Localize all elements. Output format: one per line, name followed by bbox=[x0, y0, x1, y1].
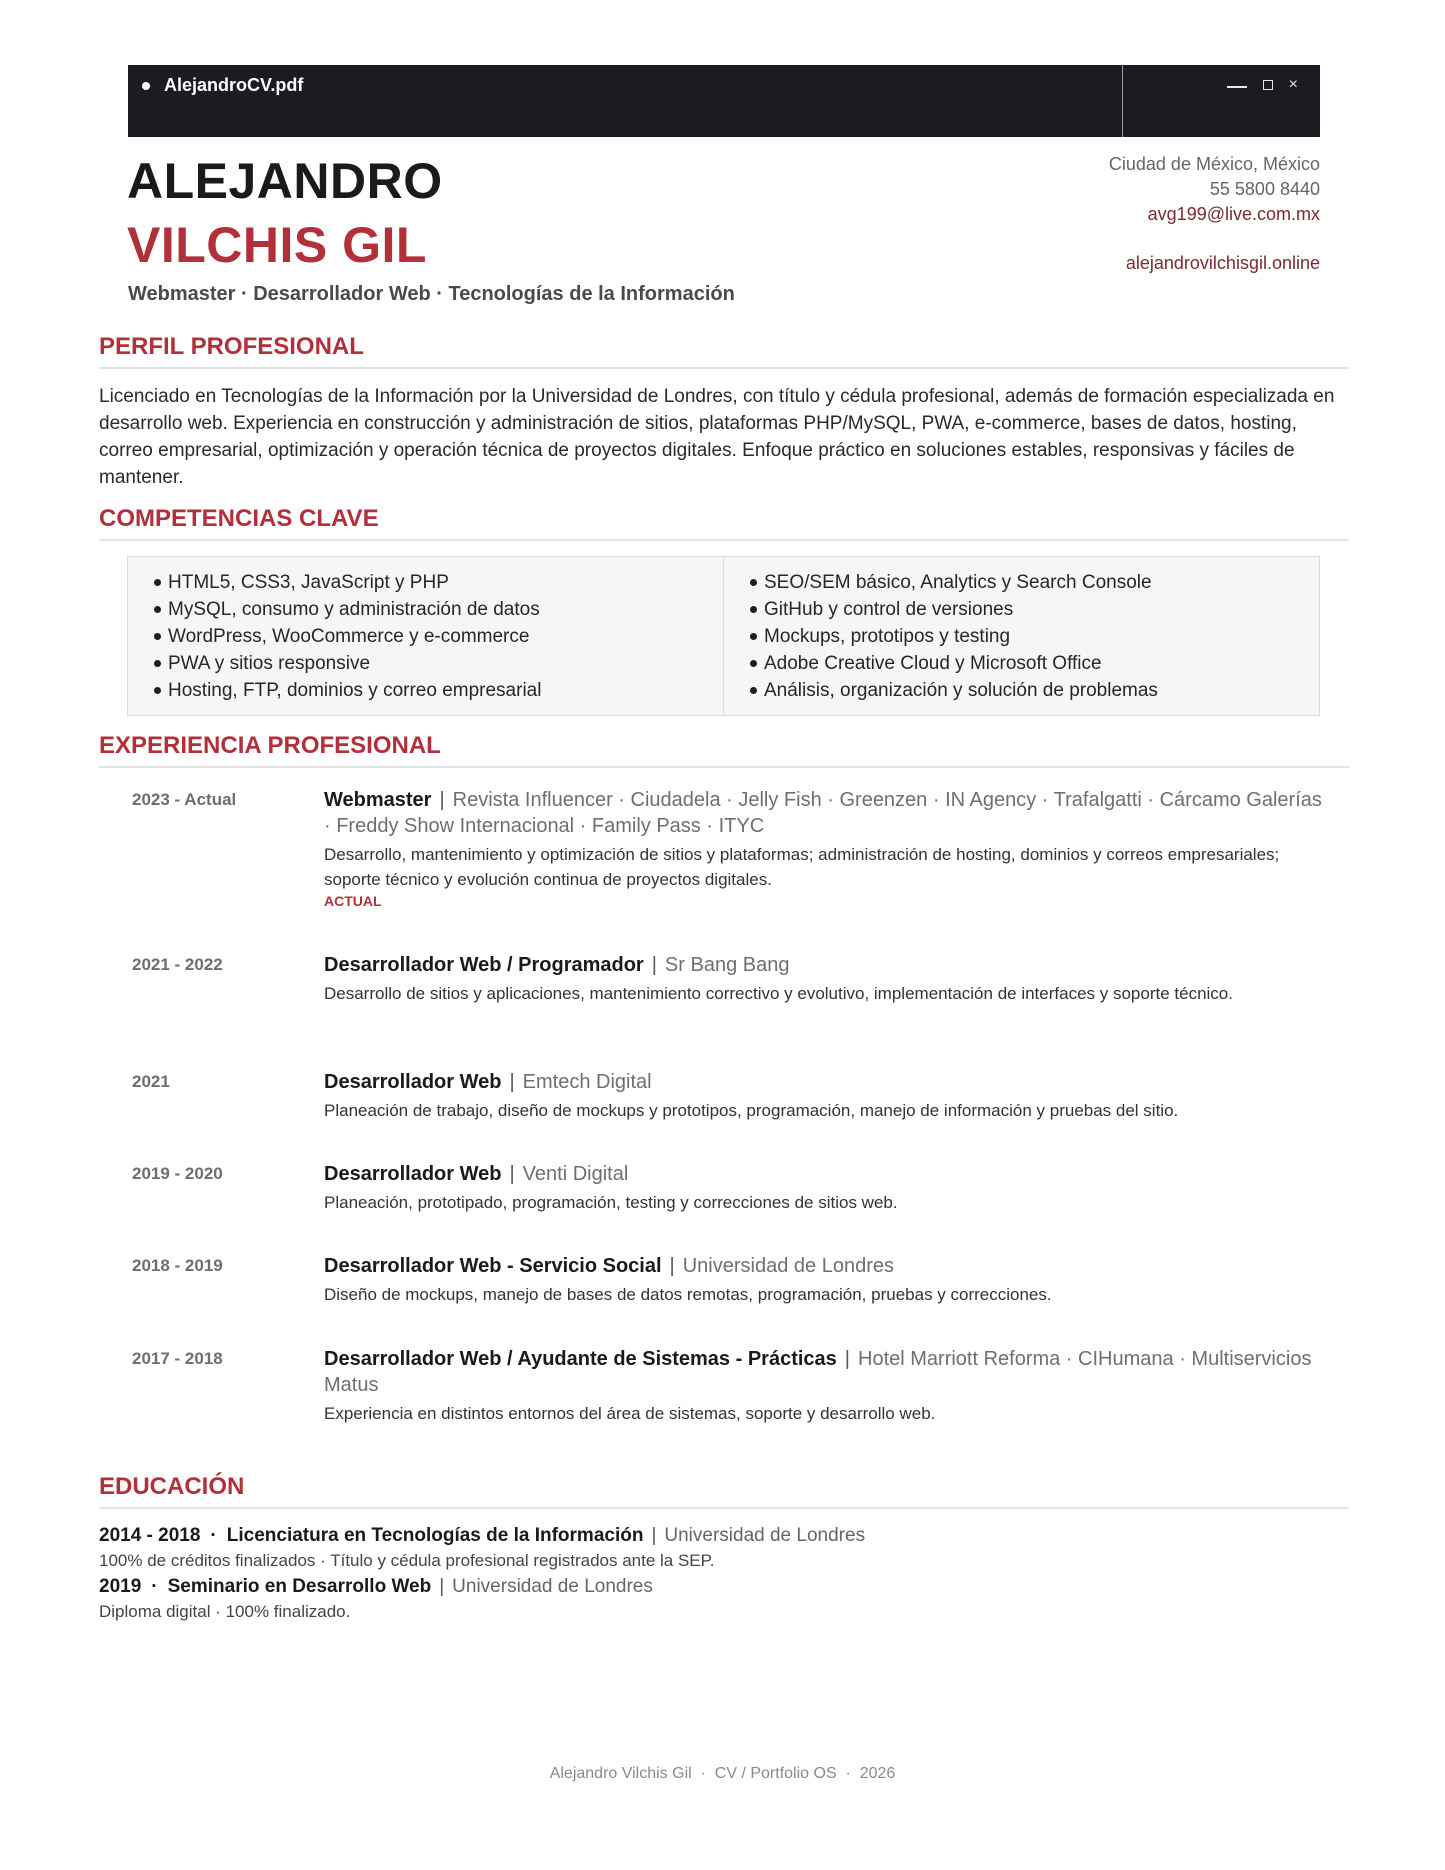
education-entry bbox=[99, 1574, 1339, 1599]
bullet-icon bbox=[750, 633, 757, 640]
contact-location: Ciudad de México, México bbox=[1108, 154, 1320, 174]
skill-item: WordPress, WooCommerce y e-commerce bbox=[154, 623, 723, 650]
separator: | bbox=[439, 789, 445, 811]
document-window-bar bbox=[128, 65, 1320, 137]
section-title-experience: EXPERIENCIA PROFESIONAL bbox=[99, 732, 1349, 768]
experience-years: 2018 - 2019 bbox=[132, 1256, 223, 1275]
experience-description: Experiencia en distintos entornos del área de sistemas, soporte y desarrollo web. bbox=[324, 1404, 936, 1423]
skills-box bbox=[127, 556, 1320, 716]
status-badge: ACTUAL bbox=[324, 893, 382, 909]
education-institution: Universidad de Londres bbox=[664, 1525, 866, 1546]
first-name: ALEJANDRO bbox=[127, 153, 443, 209]
separator: | bbox=[669, 1255, 675, 1277]
experience-role: Desarrollador Web / Programador bbox=[324, 954, 644, 976]
education-institution: Universidad de Londres bbox=[452, 1576, 653, 1597]
skill-item: HTML5, CSS3, JavaScript y PHP bbox=[154, 569, 723, 596]
bullet-icon bbox=[750, 579, 757, 586]
experience-role: Desarrollador Web / Ayudante de Sistemas - Prácticas bbox=[324, 1348, 837, 1370]
experience-org: Hotel Marriott Reforma · CIHumana · Multiservicios Matus bbox=[324, 1348, 1312, 1396]
experience-description: Desarrollo de sitios y aplicaciones, mantenimiento correctivo y evolutivo, implementación de interfaces y soporte técnico. bbox=[324, 984, 1233, 1003]
skill-item: Hosting, FTP, dominios y correo empresarial bbox=[154, 677, 723, 704]
minimize-icon[interactable] bbox=[1227, 86, 1247, 88]
experience-description: Planeación, prototipado, programación, testing y correcciones de sitios web. bbox=[324, 1193, 898, 1212]
skills-column-left bbox=[128, 557, 723, 715]
separator: | bbox=[651, 954, 657, 976]
experience-years: 2021 - 2022 bbox=[132, 955, 223, 974]
document-tab[interactable] bbox=[142, 75, 303, 96]
window-bar-divider bbox=[1122, 65, 1123, 137]
experience-description: Diseño de mockups, manejo de bases de datos remotas, programación, pruebas y correcciones. bbox=[324, 1285, 1052, 1304]
section-title-skills: COMPETENCIAS CLAVE bbox=[99, 505, 1349, 541]
section-title-profile: PERFIL PROFESIONAL bbox=[99, 333, 1349, 369]
experience-years: 2021 bbox=[132, 1072, 170, 1091]
skill-item: Adobe Creative Cloud y Microsoft Office bbox=[750, 650, 1319, 677]
bullet-icon bbox=[154, 660, 161, 667]
experience-description: Desarrollo, mantenimiento y optimización de sitios y plataformas; administración de hosting, dominios y correos empresariales; soporte técnico y evolución continua de proyectos digitales. bbox=[324, 845, 1280, 889]
experience-years: 2019 - 2020 bbox=[132, 1164, 223, 1183]
skills-column-right bbox=[723, 557, 1319, 715]
experience-role: Webmaster bbox=[324, 789, 432, 811]
separator-dot: · bbox=[151, 1576, 158, 1597]
bullet-icon bbox=[750, 687, 757, 694]
experience-years: 2017 - 2018 bbox=[132, 1349, 223, 1368]
profile-summary: Licenciado en Tecnologías de la Información por la Universidad de Londres, con título y cédula profesional, además de formación especializada en desarrollo web. Experiencia en construcción y administración de sitios, plataformas PHP/MySQL, PWA, e-commerce, bases de datos, hosting, correo empresarial, optimización y operación técnica de proyectos digitales. Enfoque práctico en soluciones estables, responsivas y fáciles de mantener. bbox=[99, 386, 1335, 488]
education-note: Diploma digital · 100% finalizado. bbox=[99, 1602, 351, 1621]
education-degree: Licenciatura en Tecnologías de la Información bbox=[226, 1525, 644, 1546]
skill-item: MySQL, consumo y administración de datos bbox=[154, 596, 723, 623]
education-note: 100% de créditos finalizados · Título y cédula profesional registrados ante la SEP. bbox=[99, 1551, 715, 1570]
window-controls bbox=[1227, 77, 1298, 93]
experience-org: Venti Digital bbox=[522, 1163, 629, 1185]
document-tab-title: AlejandroCV.pdf bbox=[164, 75, 304, 95]
unsaved-dot-icon bbox=[142, 82, 150, 90]
contact-block bbox=[1109, 152, 1320, 276]
section-title-education: EDUCACIÓN bbox=[99, 1473, 1349, 1509]
bullet-icon bbox=[154, 606, 161, 613]
contact-phone: 55 5800 8440 bbox=[1209, 179, 1320, 199]
bullet-icon bbox=[750, 606, 757, 613]
bullet-icon bbox=[154, 687, 161, 694]
experience-role: Desarrollador Web bbox=[324, 1071, 502, 1093]
experience-org: Sr Bang Bang bbox=[664, 954, 790, 976]
separator: | bbox=[509, 1071, 515, 1093]
page-footer: Alejandro Vilchis Gil · CV / Portfolio OS · 2026 bbox=[549, 1765, 896, 1782]
close-icon[interactable]: × bbox=[1288, 76, 1298, 93]
separator-dot: · bbox=[210, 1525, 217, 1546]
education-degree: Seminario en Desarrollo Web bbox=[167, 1576, 432, 1597]
separator: | bbox=[651, 1525, 657, 1546]
skill-item: SEO/SEM básico, Analytics y Search Console bbox=[750, 569, 1319, 596]
separator: | bbox=[509, 1163, 515, 1185]
skill-item: PWA y sitios responsive bbox=[154, 650, 723, 677]
education-list bbox=[99, 1523, 1339, 1625]
experience-org: Universidad de Londres bbox=[682, 1255, 894, 1277]
bullet-icon bbox=[154, 633, 161, 640]
education-years: 2019 bbox=[99, 1576, 142, 1597]
tagline: Webmaster · Desarrollador Web · Tecnologías de la Información bbox=[128, 283, 735, 305]
experience-org: Revista Influencer · Ciudadela · Jelly Fish · Greenzen · IN Agency · Trafalgatti · Cárcamo Galerías · Freddy Show Internacional · Family Pass · ITYC bbox=[324, 789, 1322, 837]
experience-role: Desarrollador Web bbox=[324, 1163, 502, 1185]
experience-org: Emtech Digital bbox=[522, 1071, 652, 1093]
maximize-icon[interactable] bbox=[1263, 80, 1273, 90]
contact-email-link[interactable]: avg199@live.com.mx bbox=[1147, 204, 1320, 224]
education-years: 2014 - 2018 bbox=[99, 1525, 201, 1546]
experience-years: 2023 - Actual bbox=[132, 790, 237, 809]
skill-item: Mockups, prototipos y testing bbox=[750, 623, 1319, 650]
experience-description: Planeación de trabajo, diseño de mockups y prototipos, programación, manejo de información y pruebas del sitio. bbox=[324, 1101, 1179, 1120]
contact-website-link[interactable]: alejandrovilchisgil.online bbox=[1125, 253, 1320, 273]
separator: | bbox=[844, 1348, 850, 1370]
separator: | bbox=[439, 1576, 445, 1597]
bullet-icon bbox=[154, 579, 161, 586]
bullet-icon bbox=[750, 660, 757, 667]
experience-role: Desarrollador Web - Servicio Social bbox=[324, 1255, 662, 1277]
last-name: VILCHIS GIL bbox=[127, 217, 427, 273]
skill-item: GitHub y control de versiones bbox=[750, 596, 1319, 623]
skill-item: Análisis, organización y solución de problemas bbox=[750, 677, 1319, 704]
education-entry bbox=[99, 1523, 1339, 1548]
